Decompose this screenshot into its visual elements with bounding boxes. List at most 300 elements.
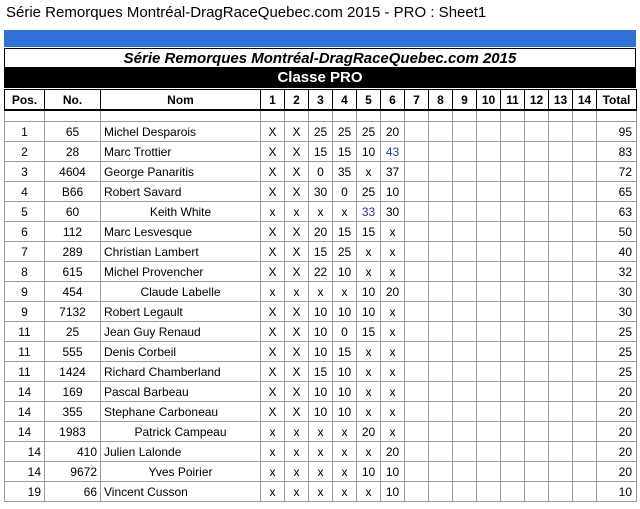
race-cell: 10 bbox=[309, 342, 333, 362]
total-cell: 20 bbox=[597, 422, 637, 442]
race-cell bbox=[453, 262, 477, 282]
race-cell: 10 bbox=[333, 402, 357, 422]
race-cell: X bbox=[285, 242, 309, 262]
table-cell bbox=[549, 110, 573, 122]
race-cell bbox=[453, 202, 477, 222]
pos-cell: 14 bbox=[5, 422, 45, 442]
race-cell bbox=[573, 182, 597, 202]
pos-cell: 9 bbox=[5, 302, 45, 322]
race-cell bbox=[549, 222, 573, 242]
race-cell bbox=[477, 322, 501, 342]
race-cell: X bbox=[261, 402, 285, 422]
race-cell bbox=[405, 282, 429, 302]
race-cell bbox=[429, 302, 453, 322]
race-cell: x bbox=[309, 202, 333, 222]
pos-cell: 14 bbox=[5, 462, 45, 482]
table-row bbox=[5, 442, 637, 462]
race-cell: 20 bbox=[381, 122, 405, 142]
total-cell: 65 bbox=[597, 182, 637, 202]
race-cell: x bbox=[285, 282, 309, 302]
race-cell: 15 bbox=[357, 222, 381, 242]
race-cell: X bbox=[261, 242, 285, 262]
race-cell bbox=[429, 442, 453, 462]
race-cell: X bbox=[261, 182, 285, 202]
race-cell: X bbox=[261, 122, 285, 142]
column-header: 5 bbox=[357, 90, 381, 111]
race-cell: X bbox=[261, 382, 285, 402]
total-cell: 25 bbox=[597, 342, 637, 362]
race-cell: x bbox=[261, 422, 285, 442]
name-cell: Michel Desparois bbox=[101, 122, 261, 142]
total-cell: 72 bbox=[597, 162, 637, 182]
table-row bbox=[5, 422, 637, 442]
standings-table bbox=[4, 89, 637, 502]
race-cell bbox=[501, 222, 525, 242]
table-cell bbox=[429, 110, 453, 122]
table-cell bbox=[285, 110, 309, 122]
race-cell bbox=[501, 482, 525, 502]
column-header: 6 bbox=[381, 90, 405, 111]
race-cell: 10 bbox=[381, 462, 405, 482]
race-cell bbox=[573, 122, 597, 142]
race-cell: 25 bbox=[309, 122, 333, 142]
race-cell bbox=[453, 302, 477, 322]
table-row bbox=[5, 182, 637, 202]
race-cell bbox=[429, 282, 453, 302]
total-cell: 20 bbox=[597, 442, 637, 462]
race-cell bbox=[549, 142, 573, 162]
pos-cell: 9 bbox=[5, 282, 45, 302]
pos-cell: 2 bbox=[5, 142, 45, 162]
race-cell: x bbox=[357, 382, 381, 402]
number-cell: 65 bbox=[45, 122, 101, 142]
name-cell: Vincent Cusson bbox=[101, 482, 261, 502]
race-cell bbox=[405, 162, 429, 182]
race-cell bbox=[549, 302, 573, 322]
race-cell bbox=[453, 422, 477, 442]
race-cell: x bbox=[381, 402, 405, 422]
race-cell: 35 bbox=[333, 162, 357, 182]
race-cell bbox=[549, 342, 573, 362]
race-cell: x bbox=[309, 282, 333, 302]
race-cell: x bbox=[333, 202, 357, 222]
name-cell: Stephane Carboneau bbox=[101, 402, 261, 422]
race-cell: x bbox=[309, 482, 333, 502]
number-cell: 289 bbox=[45, 242, 101, 262]
race-cell: 10 bbox=[309, 322, 333, 342]
race-cell bbox=[429, 482, 453, 502]
race-cell: x bbox=[333, 462, 357, 482]
race-cell: 10 bbox=[333, 382, 357, 402]
table-row bbox=[5, 402, 637, 422]
race-cell: x bbox=[381, 342, 405, 362]
race-cell bbox=[453, 482, 477, 502]
table-cell bbox=[309, 110, 333, 122]
race-cell bbox=[525, 162, 549, 182]
race-cell bbox=[525, 402, 549, 422]
race-cell: 10 bbox=[333, 302, 357, 322]
race-cell: X bbox=[261, 262, 285, 282]
race-cell: x bbox=[309, 442, 333, 462]
race-cell bbox=[549, 422, 573, 442]
race-cell bbox=[477, 122, 501, 142]
number-cell: 169 bbox=[45, 382, 101, 402]
race-cell: x bbox=[381, 222, 405, 242]
race-cell bbox=[525, 322, 549, 342]
race-cell: 22 bbox=[309, 262, 333, 282]
race-cell bbox=[501, 302, 525, 322]
race-cell: X bbox=[285, 382, 309, 402]
column-header: 8 bbox=[429, 90, 453, 111]
race-cell bbox=[453, 402, 477, 422]
race-cell: 20 bbox=[381, 282, 405, 302]
race-cell: x bbox=[285, 442, 309, 462]
race-cell: 15 bbox=[309, 362, 333, 382]
race-cell: X bbox=[261, 162, 285, 182]
race-cell: 25 bbox=[357, 122, 381, 142]
number-cell: 7132 bbox=[45, 302, 101, 322]
race-cell bbox=[525, 382, 549, 402]
race-cell bbox=[429, 162, 453, 182]
race-cell: X bbox=[285, 262, 309, 282]
race-cell: X bbox=[285, 122, 309, 142]
race-cell bbox=[525, 362, 549, 382]
race-cell: x bbox=[261, 482, 285, 502]
race-cell bbox=[525, 202, 549, 222]
race-cell: 10 bbox=[333, 362, 357, 382]
race-cell bbox=[477, 142, 501, 162]
race-cell: 25 bbox=[357, 182, 381, 202]
race-cell bbox=[405, 202, 429, 222]
race-cell bbox=[429, 182, 453, 202]
column-header: Total bbox=[597, 90, 637, 111]
race-cell bbox=[405, 122, 429, 142]
race-cell bbox=[453, 122, 477, 142]
name-cell: Robert Legault bbox=[101, 302, 261, 322]
pos-cell: 14 bbox=[5, 442, 45, 462]
race-cell: 0 bbox=[333, 182, 357, 202]
race-cell: 37 bbox=[381, 162, 405, 182]
race-cell bbox=[549, 282, 573, 302]
race-cell bbox=[477, 302, 501, 322]
table-row bbox=[5, 282, 637, 302]
race-cell bbox=[429, 222, 453, 242]
race-cell: 10 bbox=[357, 142, 381, 162]
race-cell bbox=[525, 142, 549, 162]
pos-cell: 14 bbox=[5, 402, 45, 422]
race-cell: x bbox=[261, 462, 285, 482]
table-body bbox=[5, 90, 637, 502]
race-cell bbox=[525, 342, 549, 362]
table-row bbox=[5, 222, 637, 242]
race-cell: X bbox=[261, 322, 285, 342]
total-cell: 63 bbox=[597, 202, 637, 222]
race-cell bbox=[501, 282, 525, 302]
pos-cell: 19 bbox=[5, 482, 45, 502]
table-row bbox=[5, 362, 637, 382]
race-cell bbox=[573, 242, 597, 262]
race-cell: 10 bbox=[357, 462, 381, 482]
race-cell bbox=[549, 162, 573, 182]
race-cell bbox=[477, 262, 501, 282]
race-cell: x bbox=[357, 402, 381, 422]
race-cell: x bbox=[261, 442, 285, 462]
table-row bbox=[5, 242, 637, 262]
table-cell bbox=[381, 110, 405, 122]
race-cell: X bbox=[261, 222, 285, 242]
race-cell bbox=[405, 222, 429, 242]
race-cell bbox=[573, 322, 597, 342]
race-cell: 15 bbox=[309, 242, 333, 262]
race-cell: 10 bbox=[381, 182, 405, 202]
table-cell bbox=[333, 110, 357, 122]
pos-cell: 4 bbox=[5, 182, 45, 202]
race-cell bbox=[549, 402, 573, 422]
race-cell bbox=[573, 482, 597, 502]
race-cell: 10 bbox=[357, 282, 381, 302]
race-cell bbox=[501, 262, 525, 282]
race-cell bbox=[501, 182, 525, 202]
column-header: 3 bbox=[309, 90, 333, 111]
total-cell: 50 bbox=[597, 222, 637, 242]
total-cell: 10 bbox=[597, 482, 637, 502]
total-cell: 20 bbox=[597, 382, 637, 402]
race-cell bbox=[405, 322, 429, 342]
name-cell: Pascal Barbeau bbox=[101, 382, 261, 402]
total-cell: 20 bbox=[597, 402, 637, 422]
number-cell: 454 bbox=[45, 282, 101, 302]
race-cell bbox=[573, 422, 597, 442]
race-cell bbox=[405, 442, 429, 462]
race-cell bbox=[477, 342, 501, 362]
race-cell: X bbox=[285, 142, 309, 162]
name-cell: Jean Guy Renaud bbox=[101, 322, 261, 342]
race-cell bbox=[405, 422, 429, 442]
number-cell: 555 bbox=[45, 342, 101, 362]
race-cell: 25 bbox=[333, 242, 357, 262]
race-cell: X bbox=[261, 362, 285, 382]
pos-cell: 14 bbox=[5, 382, 45, 402]
pos-cell: 5 bbox=[5, 202, 45, 222]
column-header: 12 bbox=[525, 90, 549, 111]
number-cell: B66 bbox=[45, 182, 101, 202]
table-row bbox=[5, 482, 637, 502]
race-cell bbox=[549, 362, 573, 382]
column-header: 9 bbox=[453, 90, 477, 111]
race-cell: 20 bbox=[381, 442, 405, 462]
race-cell: x bbox=[381, 302, 405, 322]
table-cell bbox=[405, 110, 429, 122]
race-cell bbox=[477, 162, 501, 182]
race-cell: X bbox=[261, 302, 285, 322]
table-cell bbox=[101, 110, 261, 122]
table-row bbox=[5, 142, 637, 162]
race-cell bbox=[405, 462, 429, 482]
race-cell bbox=[549, 322, 573, 342]
total-cell: 30 bbox=[597, 282, 637, 302]
race-cell bbox=[453, 322, 477, 342]
table-row bbox=[5, 302, 637, 322]
race-cell bbox=[429, 202, 453, 222]
race-cell bbox=[501, 382, 525, 402]
race-cell: 15 bbox=[309, 142, 333, 162]
race-cell: X bbox=[285, 402, 309, 422]
race-cell: 10 bbox=[333, 262, 357, 282]
race-cell: 25 bbox=[333, 122, 357, 142]
table-row bbox=[5, 322, 637, 342]
race-cell bbox=[501, 242, 525, 262]
race-cell: 15 bbox=[333, 142, 357, 162]
race-cell bbox=[549, 382, 573, 402]
race-cell: x bbox=[357, 242, 381, 262]
column-header: 1 bbox=[261, 90, 285, 111]
race-cell: 15 bbox=[333, 222, 357, 242]
race-cell bbox=[525, 222, 549, 242]
race-cell: x bbox=[357, 482, 381, 502]
spreadsheet-frame bbox=[4, 30, 636, 507]
race-cell bbox=[501, 342, 525, 362]
race-cell bbox=[501, 322, 525, 342]
race-cell bbox=[573, 362, 597, 382]
table-cell bbox=[357, 110, 381, 122]
race-cell bbox=[573, 442, 597, 462]
number-cell: 4604 bbox=[45, 162, 101, 182]
race-cell bbox=[501, 162, 525, 182]
table-cell bbox=[45, 110, 101, 122]
name-cell: George Panaritis bbox=[101, 162, 261, 182]
race-cell bbox=[405, 242, 429, 262]
table-row bbox=[5, 342, 637, 362]
race-cell: 30 bbox=[309, 182, 333, 202]
race-cell bbox=[477, 442, 501, 462]
race-cell: x bbox=[333, 282, 357, 302]
race-cell: x bbox=[261, 282, 285, 302]
total-cell: 95 bbox=[597, 122, 637, 142]
race-cell: x bbox=[285, 482, 309, 502]
race-cell: x bbox=[357, 442, 381, 462]
column-header: 13 bbox=[549, 90, 573, 111]
race-cell: X bbox=[285, 362, 309, 382]
column-header: 4 bbox=[333, 90, 357, 111]
number-cell: 1983 bbox=[45, 422, 101, 442]
race-cell: X bbox=[285, 342, 309, 362]
race-cell bbox=[477, 242, 501, 262]
race-cell bbox=[429, 362, 453, 382]
race-cell bbox=[525, 242, 549, 262]
number-cell: 9672 bbox=[45, 462, 101, 482]
race-cell: x bbox=[381, 422, 405, 442]
race-cell bbox=[429, 342, 453, 362]
race-cell: x bbox=[285, 422, 309, 442]
window-title: Série Remorques Montréal-DragRaceQuebec.com 2015 - PRO : Sheet1 bbox=[6, 4, 487, 21]
name-cell: Julien Lalonde bbox=[101, 442, 261, 462]
pos-cell: 3 bbox=[5, 162, 45, 182]
race-cell bbox=[477, 462, 501, 482]
race-cell bbox=[501, 442, 525, 462]
race-cell: x bbox=[357, 262, 381, 282]
race-cell: 10 bbox=[309, 382, 333, 402]
race-cell: X bbox=[285, 302, 309, 322]
name-cell: Marc Lesvesque bbox=[101, 222, 261, 242]
race-cell bbox=[501, 122, 525, 142]
race-cell: x bbox=[381, 382, 405, 402]
race-cell bbox=[453, 182, 477, 202]
race-cell bbox=[573, 262, 597, 282]
race-cell: 20 bbox=[309, 222, 333, 242]
column-header: Pos. bbox=[5, 90, 45, 111]
race-cell: X bbox=[285, 182, 309, 202]
column-header: Nom bbox=[101, 90, 261, 111]
race-cell bbox=[573, 202, 597, 222]
table-cell bbox=[453, 110, 477, 122]
race-cell bbox=[573, 402, 597, 422]
pos-cell: 11 bbox=[5, 342, 45, 362]
race-cell: 30 bbox=[381, 202, 405, 222]
race-cell bbox=[453, 242, 477, 262]
table-row bbox=[5, 382, 637, 402]
race-cell bbox=[477, 222, 501, 242]
table-cell bbox=[261, 110, 285, 122]
race-cell: x bbox=[309, 462, 333, 482]
number-cell: 25 bbox=[45, 322, 101, 342]
race-cell bbox=[477, 422, 501, 442]
race-cell: X bbox=[285, 222, 309, 242]
race-cell bbox=[573, 162, 597, 182]
race-cell: x bbox=[261, 202, 285, 222]
race-cell bbox=[549, 202, 573, 222]
number-cell: 28 bbox=[45, 142, 101, 162]
race-cell bbox=[549, 482, 573, 502]
table-row bbox=[5, 262, 637, 282]
table-row bbox=[5, 122, 637, 142]
race-cell bbox=[405, 142, 429, 162]
race-cell bbox=[429, 122, 453, 142]
column-header: 7 bbox=[405, 90, 429, 111]
race-cell bbox=[429, 242, 453, 262]
race-cell bbox=[525, 182, 549, 202]
number-cell: 615 bbox=[45, 262, 101, 282]
race-cell bbox=[549, 182, 573, 202]
number-cell: 355 bbox=[45, 402, 101, 422]
race-cell bbox=[453, 362, 477, 382]
name-cell: Denis Corbeil bbox=[101, 342, 261, 362]
race-cell bbox=[501, 462, 525, 482]
race-cell: 10 bbox=[381, 482, 405, 502]
total-cell: 83 bbox=[597, 142, 637, 162]
banner-title: Série Remorques Montréal-DragRaceQuebec.com 2015 bbox=[4, 48, 636, 68]
race-cell bbox=[405, 302, 429, 322]
race-cell bbox=[477, 362, 501, 382]
column-header: 14 bbox=[573, 90, 597, 111]
number-cell: 66 bbox=[45, 482, 101, 502]
race-cell: 0 bbox=[333, 322, 357, 342]
race-cell bbox=[453, 282, 477, 302]
race-cell bbox=[525, 282, 549, 302]
race-cell bbox=[573, 342, 597, 362]
race-cell bbox=[525, 122, 549, 142]
race-cell: 10 bbox=[357, 302, 381, 322]
race-cell: 33 bbox=[357, 202, 381, 222]
name-cell: Robert Savard bbox=[101, 182, 261, 202]
race-cell bbox=[453, 142, 477, 162]
race-cell bbox=[501, 402, 525, 422]
race-cell: x bbox=[381, 262, 405, 282]
race-cell bbox=[477, 202, 501, 222]
pos-cell: 6 bbox=[5, 222, 45, 242]
race-cell bbox=[549, 262, 573, 282]
total-cell: 30 bbox=[597, 302, 637, 322]
race-cell: x bbox=[285, 462, 309, 482]
